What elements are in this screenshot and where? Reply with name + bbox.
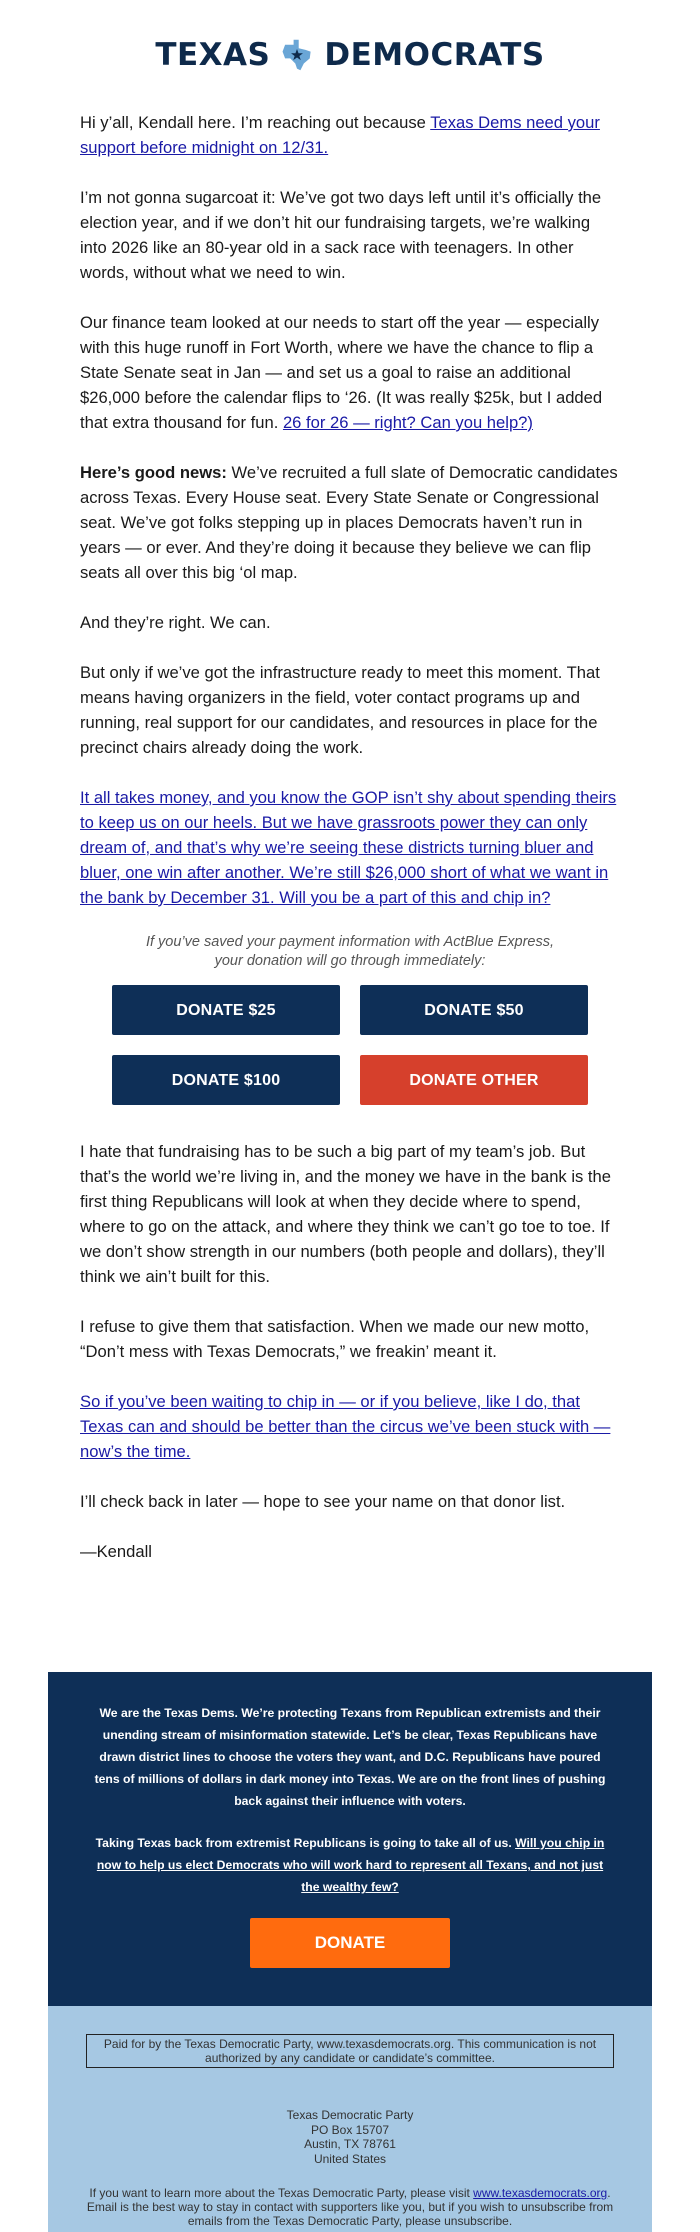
address-city: Austin, TX 78761	[304, 2137, 396, 2151]
address-country: United States	[313, 2151, 387, 2166]
logo-text-right: DEMOCRATS	[324, 37, 545, 73]
address-po: PO Box 15707	[310, 2122, 390, 2137]
paragraph-intro	[80, 110, 620, 160]
paragraph-now	[80, 1389, 620, 1464]
paragraph-finance-team	[80, 310, 620, 435]
footer-legal-block	[48, 2006, 652, 2232]
paragraph-money	[80, 785, 620, 910]
footer-about-text: We are the Texas Dems. We’re protecting Texans from Republican extremists and their unending stream of misinformation statewide. Let’s be clear, Texas Republicans have drawn district lines to choose the voters they want, and D.C. Republicans have poured tens of millions of dollars in dark money into Texas. We are on the front lines of pushing back against their influence with voters.	[94, 1706, 606, 1808]
26-for-26-link[interactable]: 26 for 26 — right? Can you help?)	[282, 413, 533, 432]
footer-donate-button[interactable]: DONATE	[250, 1918, 450, 1968]
paragraph-motto: I refuse to give them that satisfaction. When we made our new motto, “Don’t mess with Texas Democrats,” we freakin’ meant it.	[80, 1317, 590, 1361]
donate-button-grid	[80, 985, 620, 1105]
finance-text: Our finance team looked at our needs to start off the year — especially with this huge runoff in Fort Worth, where we have the chance to flip a State Senate seat in Jan — and set us a goal to raise an additional $26,000 before the calendar flips to ‘26. (It was really $25k, but I added that extra thousand for fun.	[80, 313, 603, 432]
paragraph-check-back: I’ll check back in later — hope to see your name on that donor list.	[80, 1492, 566, 1511]
logo-text-left: TEXAS	[155, 37, 271, 73]
chip-in-link[interactable]: It all takes money, and you know the GOP isn’t shy about spending theirs to keep us on our heels. But we have grassroots power they can only dream of, and that’s why we’re seeing these districts turning bluer and bluer, one win after another. We’re still $26,000 short of what we want in the bank by December 31. Will you be a part of this and chip in?	[80, 788, 617, 907]
actblue-note: If you’ve saved your payment information with ActBlue Express, your donation will go through immediately:	[145, 934, 555, 969]
texas-star-icon	[280, 38, 314, 72]
texas-democrats-logo[interactable]	[0, 0, 700, 110]
now-is-the-time-link[interactable]: So if you’ve been waiting to chip in — or if you believe, like I do, that Texas can and should be better than the circus we’ve been stuck with — now’s the time.	[80, 1392, 611, 1461]
learn-more-intro: If you want to learn more about the Texas Democratic Party, please visit	[89, 2186, 474, 2200]
email-body	[0, 110, 700, 1564]
address-org: Texas Democratic Party	[286, 2108, 414, 2122]
paid-for-disclaimer: Paid for by the Texas Democratic Party, www.texasdemocrats.org. This communication is not authorized by any candidate or candidate’s committee.	[86, 2034, 614, 2068]
learn-more-rest: . Email is the best way to stay in contact with supporters like you, but if you wish to unsubscribe from emails from the Texas Democratic Party, please unsubscribe.	[86, 2186, 614, 2228]
paragraph-infrastructure: But only if we’ve got the infrastructure ready to meet this moment. That means having organizers in the field, voter contact programs up and running, real support for our candidates, and resources in place for the precinct chairs already doing the work.	[80, 663, 600, 757]
footer-chip-in-link[interactable]: Will you chip in now to help us elect Democrats who will work hard to represent all Texans, and not just the wealthy few?	[96, 1836, 605, 1894]
good-news-text: We’ve recruited a full slate of Democratic candidates across Texas. Every House seat. Every State Senate or Congressional seat. We’ve got folks stepping up in places Democrats haven’t run in years — or ever. And they’re doing it because they believe we can flip seats all over this big ‘ol map.	[80, 463, 618, 582]
paragraph-right: And they’re right. We can.	[80, 613, 271, 632]
paragraph-good-news	[80, 460, 620, 585]
support-deadline-link[interactable]: Texas Dems need your support before midnight on 12/31.	[80, 113, 600, 157]
paragraph-fundraising: I hate that fundraising has to be such a big part of my team’s job. But that’s the world we’re living in, and the money we have in the bank is the first thing Republicans will look at when they decide where to spend, where to go on the attack, and where they think we can’t go toe to toe. If we don’t show strength in our numbers (both people and dollars), they’ll think we ain’t built for this.	[80, 1142, 611, 1286]
donate-50-button[interactable]: DONATE $50	[360, 985, 588, 1035]
paragraph-sugarcoat: I’m not gonna sugarcoat it: We’ve got two days left until it’s officially the election year, and if we don’t hit our fundraising targets, we’re walking into 2026 like an 80-year old in a sack race with teenagers. In other words, without what we need to win.	[80, 188, 602, 282]
mailing-address	[86, 2108, 614, 2166]
website-link[interactable]: www.texasdemocrats.org	[473, 2186, 608, 2200]
signoff: —Kendall	[80, 1542, 152, 1561]
donate-100-button[interactable]: DONATE $100	[112, 1055, 340, 1105]
donate-other-button[interactable]: DONATE OTHER	[360, 1055, 588, 1105]
footer-about-block	[48, 1672, 652, 2006]
good-news-heading: Here’s good news:	[80, 463, 227, 482]
intro-text: Hi y’all, Kendall here. I’m reaching out because	[80, 113, 431, 132]
donate-25-button[interactable]: DONATE $25	[112, 985, 340, 1035]
footer-cta-text: Taking Texas back from extremist Republicans is going to take all of us.	[95, 1836, 516, 1850]
footer-cta	[88, 1832, 612, 1898]
learn-more-text	[86, 2186, 614, 2228]
